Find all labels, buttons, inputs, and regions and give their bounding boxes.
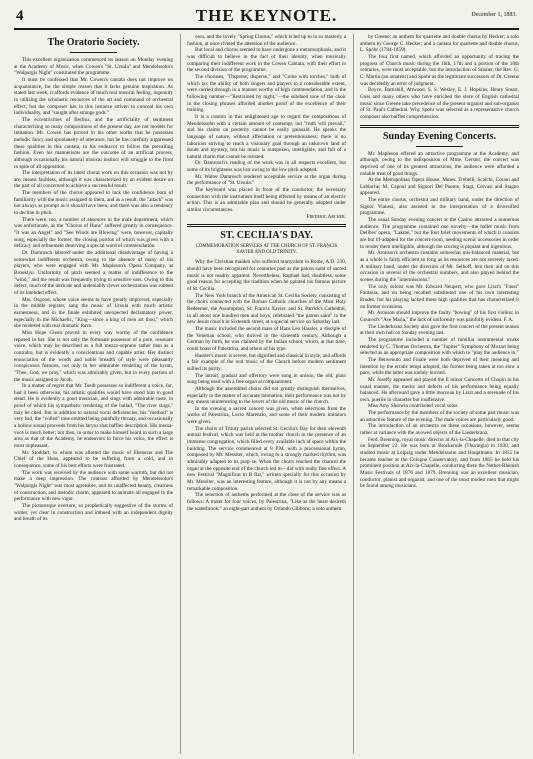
paragraph: Why the Christian maiden who suffered martyrdom in Rome, A.D. 230, should have been recognized for centuries past as the patron saint of sacred music is not readily apparent. Nevertheless, Raphael had, doubtless, some good reason for accepting the tradition when he painted his famous picture of St. Cecilia. <box>187 259 346 292</box>
oratorio-continued-body <box>187 34 346 214</box>
paragraph: The four first named, which afforded an opportunity of tracing the progress of Church music during the 16th, 17th and a portion of the 18th centuries, were most acceptable, but the introduction of Stainer, the Rev. G. C. Martin (an amateur) and Spohr as the legitimate successors of Dr. Greene was decidedly an error of judgment. <box>360 53 519 87</box>
paragraph: In the evening a sacred concert was given, when selections from the works of Palestrina, Lucio Marenzio, and some of their modern imitators were given. <box>187 405 346 426</box>
column-2 <box>180 34 346 754</box>
paragraph: The entire chorus, orchestra and military band, under the direction of Signor Vianesi, also assisted in the interpretation of a diversified programme. <box>360 197 519 217</box>
newspaper-title: THE KEYNOTE. <box>195 6 338 25</box>
paragraph: The New York branch of the American St. Cecilia Society, consisting of the choirs connected with the Roman Catholic churches of the Most Holy Redeemer, the Assumption, St. Francis Xavier, and St. Patrick's Cathedral, in all about one hundred men and boys, celebrated "the patron saint" in the new Jesuit church in Sixteenth street, at a special service on Saturday last. <box>187 292 346 326</box>
paragraph: Ferd. Brenning, royal music director at Aix-la-Chapelle, died in that city on September 22. He was born at Brockerode (Thuringia) in 1830, and studied music at Leipzig under Mendelssohn and Hauptmann. In 1855 he became teacher at the Cologne Conservatory, and from 1865 he held his prominent position at Aix-la-Chapelle, conducting there the Nether-Rhenish Music Festivals of 1876 and 1879. Brenning was an excellent musician, conductor, pianist and organist, and one of the most modest men that might be found among musicians. <box>360 436 519 490</box>
issue-date: December 1, 1883. <box>471 12 517 18</box>
paragraph: Miss Amy Sherwin contributed vocal solos <box>368 403 458 410</box>
article-signature: Frederic Archer. <box>306 213 346 220</box>
paragraph: The only soloist was Mr. Edward Neupert, who gave Liszt's "Faust" Fantasia, and on being recalled substituted one of his own interesting Etudes, but his playing lacked those high qualities that has characterized it on former occasions. <box>360 283 519 310</box>
masthead <box>14 6 519 30</box>
column-1 <box>14 34 173 754</box>
paragraph: The work was received by the audience with some warmth, but did not make a deep impression. The contrast afforded by Mendelssohn's "Walpurgis Night" was most agreeable, and its unaffected beauty, clearness of construction, and melodic charm, appeared to animate all engaged in the performance with new vigor. <box>14 469 173 503</box>
paragraph: Hassler's music is severe, but dignified and classical in style, and affords a fair example of the real music of the Church before modern sentiment sullied its purity. <box>187 352 346 372</box>
cecilia-continued-body <box>360 34 519 121</box>
paragraph: At the Metropolitan Opera House, Mmes. Trebelli, Scalchi, Corani and Lablache; M. Capoul and Signori Del Puente, Stagi, Cervasi and Stagno appeared. <box>360 177 519 197</box>
paragraph: Mr. Mapleson offered an attractive programme at the Academy, and although, owing to the indisposition of Mme. Gerster, the concert was deprived of one of its greatest attractions, the audience were afforded a notable treat of good things. <box>360 150 519 177</box>
cecilia-heading: ST. CECILIA'S DAY. <box>220 230 313 242</box>
paragraph: The choirs of Trinity parish selected St. Cecilia's Day for their eleventh annual festival, which was held at the mother church in the presence of an immense congregation, which filled every available inch of space within the building. The service commenced at 8 P.M. with a processional hymn, composed by Mr. Messiter, which, owing to a strongly marked rhythm, was admirably adapted to its purp se. When the choirs reached the chancel the organ at the opposite end of the church led in—did with really fine effect. A new Festival "Magnificat in B flat," written specially for this occasion by Mr. Messiter, was an interesting feature, although it is not by any means a remarkable composition. <box>187 425 346 492</box>
sunday-concerts-heading: Sunday Evening Concerts. <box>382 130 497 142</box>
paragraph: Mr. Walter Damrosch rendered acceptable service at the organ during the performance of "St. Ursula." <box>187 173 346 187</box>
paragraph: Mr. Stoddart, to whom was allotted the music of Ebenezer and The Chief of the Huns, appeared to be suffering from a cold, and in consequence, some of his best efforts were frustrated. <box>14 449 173 470</box>
paragraph: The choruses, "Disperse, disperse," and "Come with torches," both of which tax the ability of both singers and players to a considerable extent, were carried through in a manner worthy of high commendation, and in the following number—"Restrained by night,"—the subdued tone of the choir in the closing phrases afforded another proof of the excellence of their training. <box>187 73 346 114</box>
paragraph: The picturesque overture, so prophetically suggestive of the storms of winter, yet clear in construction and imbued with an independent dignity and breath of its <box>14 502 173 523</box>
paragraph: In a matter of regret that Mr. Toedt possesses so indifferent a voice, for, had it been otherwise, his artistic qualities would have stood him in good stead. He is evidently a good musician, and sings with admirable taste, in proof of which his sympathetic rendering of the ballad, "The river sings," may be cited. But in addition to natural vocal deficiencies, his "method" is very bad, the "voiled" tone emitted being painfully throaty, and occasionally a hollow sound proceeds from his larynx that baffles description. His messa-voce is much better; but then, in order to make himself heard in such a large area as that of the Academy, he endeavors to force his voice, the effect is most unpleasant. <box>14 383 173 450</box>
paragraph: own, and the lovely "Spring Chorus," which is led up to in so masterly a fashion, at once riveted the attention of the audience. <box>187 34 346 47</box>
paragraph: There were, too, a number of absences in the male department, which was unfortunate, as the "Chorus of Huns" suffered greatly in consequence. "It was an Angel" and "See Winds are Blowing" were, however, capitally sung, especially the former, the closing portion of which was given with a delicacy and refinement deserving a special word of commendation. <box>14 216 173 250</box>
paragraph: The eccentricities of Berlioz, and the artificiality of sentiment characterizing so many compositions of the present day, are not models for imitation. Mr. Cowen has proved in his other works that he possesses melodic fancy and spontaneity of utterance, but he has carefully suppressed these qualities in this cantata, in his endeavor to follow the prevailing fashion. Even his mannerisms are the outcome of an artificial process, although occasionally his natural musical instinct will struggle to the front in spite of all opposition. <box>14 116 173 170</box>
paragraph: The Benvenuto and Finale were both deprived of their meaning and intention by the erratic tempi adopted, the former being taken at too slow a pace, while the latter was unduly hurried. <box>360 356 519 377</box>
paragraph: Although the assembled choirs did not greatly distinguish themselves, especially in the matter of accurate intonation, their performance was not by any means uninteresting to the lovers of the old music of the church. <box>187 385 346 406</box>
paragraph: Boyce, Battishill, Attwood, S. S. Wesley, E. J. Hopkins, Henry Smart, Goss and many others who have enriched the store of English cathedral music since Greene take precedence of the present organist and sub-organist of St. Paul's Cathedral. Why Spohr was selected as a representative church composer also baffles comprehension. <box>360 87 519 120</box>
paragraph: The music included the second mass of Hans Leo Hassler, a disciple of the Venetian school, who thrived in the sixteenth century. Although a German by birth, he was claimed by the Italian school, which, at that time, could boast of Palestrina, and others of his type. <box>187 325 346 352</box>
heading-rule <box>70 52 118 53</box>
paragraph: The programme included a number of familiar instrumental works rendered by C. Thomas Orchestra, the "Jupiter" Symphony of Mozart being selected as an appropriate composition with which to "play the audience in." <box>360 336 519 357</box>
paragraph: Mr. Aronson's orchestra contains somewhat mis-balanced material, but as a whole is fairly efficient so long as its resources are not severely taxed. A military band, under the direction of Mr. Selhoff, lent their aid on this occasion in several of the orchestral numbers, and also played behind the scenes during the "intermissions." <box>360 250 519 283</box>
paragraph: The introduction of an orchestra on these occasions, however, seems rather at variance with the avowed objects of the Liederkranz. <box>360 423 519 437</box>
cecilia-subheading: COMMEMORATION SERVICES AT THE CHURCH OF ST. FRANCIS XAVIER AND OLD TRINITY. <box>195 244 338 256</box>
paragraph: Mr. Joseffy appeared and played the E minor Concerto of Chopin in his usual manner, the merits and defects of his performance being equally balanced. He afterward gave a little morceau by Liszt and a serenade of his own, puerile in character but inoffensive. <box>360 376 519 403</box>
page-number: 4 <box>16 8 24 24</box>
paragraph: Dr. Damrosch's reading of the work was in all respects excellent, but some of its brightness was lost owing to the low pitch adopted. <box>187 160 346 174</box>
article-columns <box>14 34 519 754</box>
heading-rule <box>416 146 464 147</box>
paragraph: It must be confessed that Mr. Cowen's cantata does not improve on acquaintance, for the simple reason that it lacks genuine inspiration. As stated last week, it affords evidence of much real musical feeling, ingenuity in utilizing the scholastic resources of the art and command of orchestral effect, but the composer has in this instance striven to conceal his own individuality, and "sought after strange gods." <box>14 76 173 117</box>
paragraph: The keyboard was placed in front of the conductor, the necessary connection with the instrument itself being effected by means of an electric action. This is an admirable plan and should be generally adopted under similar circumstances. <box>187 187 346 214</box>
section-divider <box>187 224 346 227</box>
column-3 <box>353 34 519 754</box>
paragraph: The usual Sunday evening concert at the Casino attracted a numerous audience. The programme contained one novelty—the ballet music from Delibes' opera, "Lakmé," but the four brief movements of which it consists are but ill-adapted for the concert-room, needing scenic accessories in order to render them intelligible, although the scoring is piquant and ingenious. <box>360 217 519 250</box>
paragraph: Mr. Aronson should improve the faulty "bowing" of his first violins; in Gounod's "Ave Maria," the lack of uniformity was painfully evident. F. A. <box>360 310 519 323</box>
paragraph: The members of the chorus appeared to lack the confidence born of familiarity with the music assigned to them, and as a result, the "attack" was not always as prompt as it should have been, and there was also a tendency to decline in pitch. <box>14 190 173 217</box>
paragraph: This excellent organization commenced its season on Monday evening at the Academy of Music, when Cowen's "St. Ursula" and Mendelssohn's "Walpurgis Night" constituted the programme. <box>14 57 173 77</box>
cecilia-article-body <box>187 259 346 512</box>
paragraph: The introit, gradual and offertory were sung in unison, the old, plain song being used with a free organ accompaniment. <box>187 372 346 386</box>
section-divider <box>360 125 519 128</box>
paragraph: It is a custom in this enlightened age to regard the compositions of Mendelssohn with a certain amount of contempt, but "truth will prevail," and his claims on posterity cannot be easily gainsaid. He speaks the language of nature, without affectation or pretentiousness; there is no laborious striving to reach a visionary goal through an unknown land of doubt and mystery, but his music is outspoken, intelligible, and full of a natural charm that cannot be resisted. <box>187 113 346 160</box>
paragraph: by Greene; an anthem for quartette and double chorus by Hecker; a solo anthem by George C. Hecker; and a cantata for quartette and double chorus, L. Spohr (1784-1859). <box>360 34 519 54</box>
paragraph: The selection of anthems performed at the close of the service was as follows: A motet for four voices, by Palestrina, "Like as the heart desireth the waterbrook;" an eight-part anthem by Orlando Gibbons; a solo anthem <box>187 492 346 512</box>
paragraph: But local and chorus seemed to have undergone a metamorphosis, and it was difficult to believe in the fact of their identity, when musically comparing their indifferent work in the Cowen Cantata, with their effort in the second division of the programme. <box>187 47 346 74</box>
paragraph: The Liederkranz Society also gave the first concert of the present season at their own hall on Sunday evening last. <box>360 323 519 337</box>
oratorio-article-body <box>14 57 173 523</box>
paragraph: Miss Hope Glenn proved in every way worthy of the confidence reposed in her. She is not only the fortunate possessor of a pure, resonant voice, which may be described as a full mezzo-soprano rather than as a contralto, but is evidently a conscientious and capable artist. Her distinct enunciation of the words and noble breadth of style were pleasantly conspicuous features, not only in her admirable rendering of the hymn, "Thee, God, we pray," which was admirably given, but in every portion of the music assigned to Jacob. <box>14 329 173 383</box>
oratorio-heading: The Oratorio Society. <box>47 37 140 48</box>
sunday-concerts-body <box>360 151 519 490</box>
paragraph: The performance by the members of the society of some part music was an attractive feature of the evening. The male voices are particularly good. <box>360 410 519 423</box>
paragraph: Mrs. Osgood, whose voice seems to have greatly improved, especially in the middle register, sang the music of Ursula with much artistic earnestness, and in the finale exhibited unexpected declamatory power, especially in the Michaelic, "King—since a king of men art thou," which she rendered with real dramatic force. <box>14 296 173 330</box>
paragraph: The interpretation of its latest choral work on this occasion was not by any means faultless, although it was characterized by an evident desire on the part of all concerned to achieve a successful result. <box>14 170 173 190</box>
paragraph: Dr. Damrosch labored under the additional disadvantage of having a somewhat indifferent orchestra, owing to the absence of many of his players, who were engaged with Mr. Mapleson's Opera Company, at Brooklyn. Uniformity of pitch seemed a matter of indifference to the "wind," and the result was frequently trying to sensitive ears. Owing to this defect, much of the intricate and undeniably clever orchestration was robbed of its intended effect. <box>14 250 173 296</box>
